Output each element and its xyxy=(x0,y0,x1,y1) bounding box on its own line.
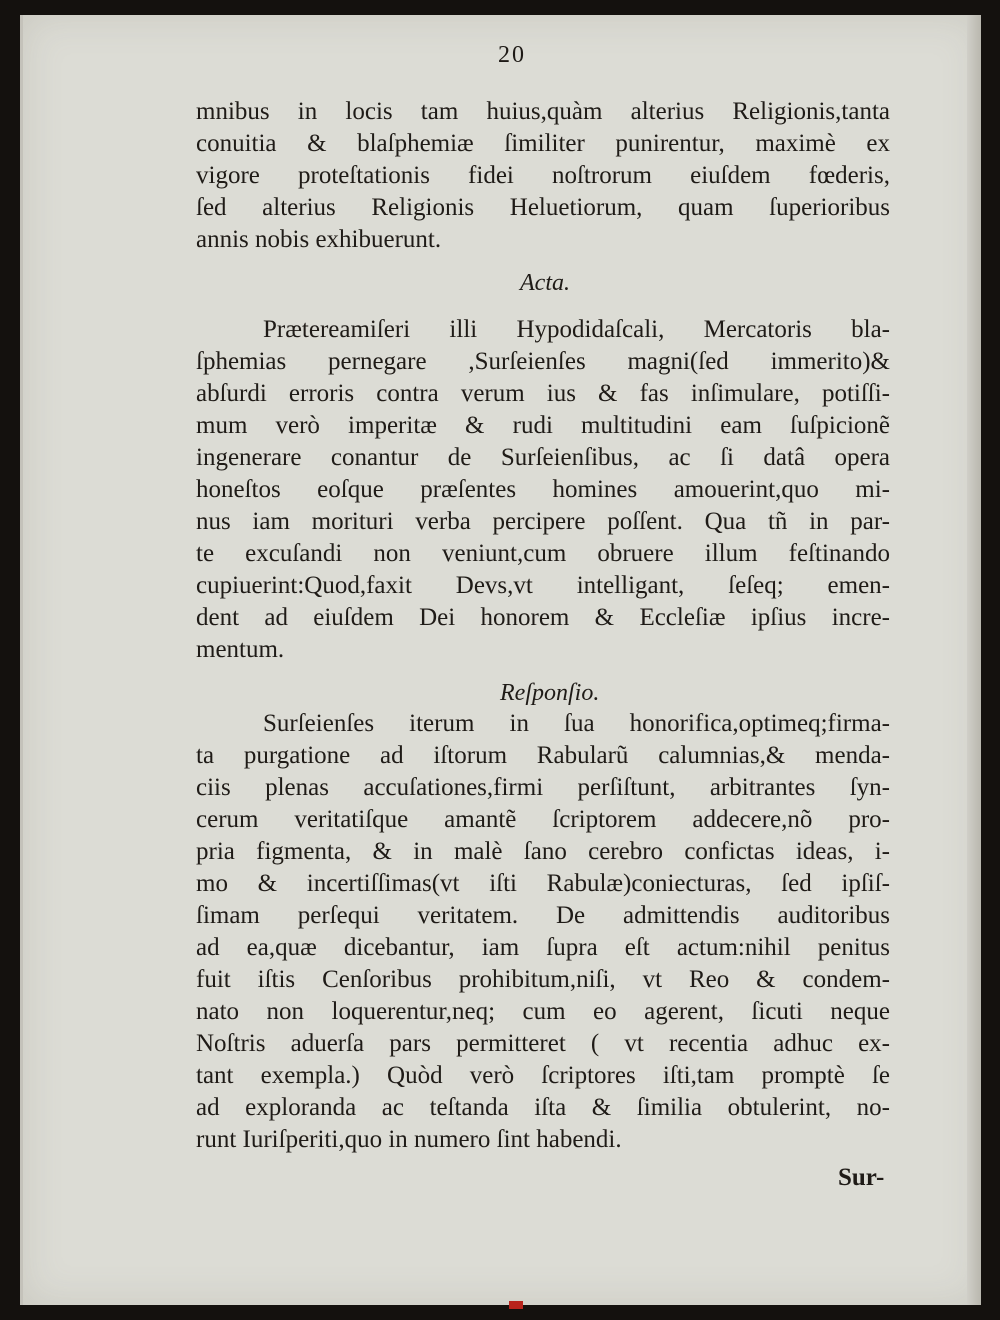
text-line: ta purgatione ad iſtorum Rabularũ calumnias,& menda- xyxy=(196,742,890,769)
text-line: fuit iſtis Cenſoribus prohibitum,niſi, vt Reo & condem- xyxy=(196,966,890,993)
text-line: ſed alterius Religionis Heluetiorum, quam ſuperioribus xyxy=(196,194,890,221)
text-line: nato non loquerentur,neq; cum eo agerent, ſicuti neque xyxy=(196,998,890,1025)
text-line: dent ad eiuſdem Dei honorem & Eccleſiæ ipſius incre- xyxy=(196,604,890,631)
text-line: mum verò imperitæ & rudi multitudini eam ſuſpicionẽ xyxy=(196,412,890,439)
ribbon-marker xyxy=(509,1301,523,1309)
catchword: Sur- xyxy=(838,1164,885,1191)
text-line: abſurdi erroris contra verum ius & fas inſimulare, potiſſi- xyxy=(196,380,890,407)
text-line: runt Iuriſperiti,quo in numero ſint habendi. xyxy=(196,1126,622,1153)
text-line: conuitia & blaſphemiæ ſimiliter punirentur, maximè ex xyxy=(196,130,890,157)
text-line: ingenerare conantur de Surſeienſibus, ac ſi datâ opera xyxy=(196,444,890,471)
text-line: ad exploranda ac teſtanda iſta & ſimilia obtulerint, no- xyxy=(196,1094,890,1121)
text-line: Surſeienſes iterum in ſua honorifica,optimeq;firma- xyxy=(263,710,890,737)
text-line: ciis plenas accuſationes,firmi perſiſtunt, arbitrantes ſyn- xyxy=(196,774,890,801)
text-line: vigore proteſtationis fidei noſtrorum eiuſdem fœderis, xyxy=(196,162,890,189)
page-number: 20 xyxy=(498,42,526,68)
text-line: mnibus in locis tam huius,quàm alterius Religionis,tanta xyxy=(196,98,890,125)
text-line: ſimam perſequi veritatem. De admittendis auditoribus xyxy=(196,902,890,929)
text-line: honeſtos eoſque præſentes homines amouerint,quo mi- xyxy=(196,476,890,503)
text-line: mentum. xyxy=(196,636,285,663)
text-line: nus iam morituri verba percipere poſſent. Qua tñ in par- xyxy=(196,508,890,535)
text-line: ad ea,quæ dicebantur, iam ſupra eſt actum:nihil penitus xyxy=(196,934,890,961)
text-line: ſphemias pernegare ,Surſeienſes magni(ſed immerito)& xyxy=(196,348,890,375)
text-line: te excuſandi non veniunt,cum obruere illum feſtinando xyxy=(196,540,890,567)
text-line: tant exempla.) Quòd verò ſcriptores iſti,tam promptè ſe xyxy=(196,1062,890,1089)
text-line: cupiuerint:Quod,faxit Devs,vt intelligant, ſeſeq; emen- xyxy=(196,572,890,599)
section-heading-acta: Acta. xyxy=(520,270,570,296)
text-line: Noſtris aduerſa pars permitteret ( vt recentia adhuc ex- xyxy=(196,1030,890,1057)
text-line: cerum veritatiſque amantẽ ſcriptorem addecere,nõ pro- xyxy=(196,806,890,833)
text-line: Prætereamiſeri illi Hypodidaſcali, Mercatoris bla- xyxy=(263,316,890,343)
text-line: mo & incertiſſimas(vt iſti Rabulæ)coniecturas, ſed ipſiſ- xyxy=(196,870,890,897)
page-edge xyxy=(967,15,981,1305)
text-line: annis nobis exhibuerunt. xyxy=(196,226,442,253)
section-heading-responsio: Reſponſio. xyxy=(500,680,600,706)
text-line: pria figmenta, & in malè ſano cerebro confictas ideas, i- xyxy=(196,838,890,865)
